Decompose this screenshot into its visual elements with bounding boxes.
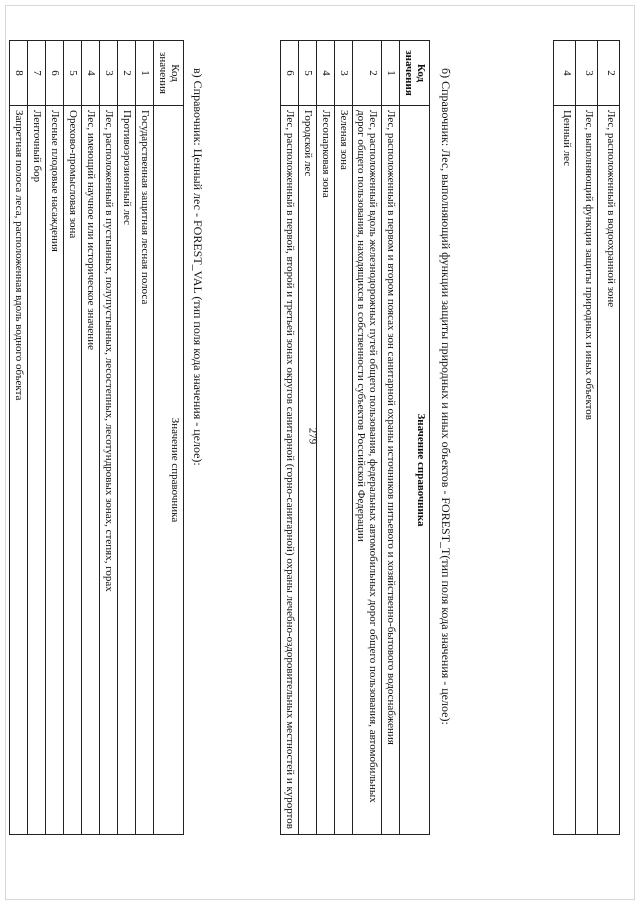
table-forest-t-body [280,41,400,835]
row-code: 8 [10,41,28,106]
table-row [598,41,620,835]
row-value: Запретная полоса леса, расположенная вдоль водного объекта [10,106,28,835]
table-row [136,41,154,835]
row-code: 2 [118,41,136,106]
table-forest-t [280,40,430,835]
row-code: 5 [298,41,316,106]
header-value: Значение справочника [400,106,430,835]
row-value: Лес, расположенный в первом и втором поясах зон санитарной охраны источников питьевого и хозяйственно-бытового водоснабжения [382,106,400,835]
row-value: Городской лес [298,106,316,835]
table-a [553,40,620,835]
caption-forest-t: б) Справочник: Лес, выполняющий функции защиты природных и иных объектов - FOREST_T(тип поля кода значения - целое): [439,68,453,725]
row-code: 2 [598,41,620,106]
row-value: Лесопарковая зона [316,106,334,835]
table-row [280,41,298,835]
table-forest-val [9,40,184,835]
table-header-row [400,41,430,835]
table-row [82,41,100,835]
row-value: Ленточный бор [28,106,46,835]
table-row [64,41,82,835]
row-value: Лес, выполняющий функции защиты природных и иных объектов [576,106,598,835]
row-code: 5 [64,41,82,106]
header-code: Код значения [154,41,184,106]
header-value: Значение справочника [154,106,184,835]
row-code: 1 [136,41,154,106]
row-value: Лес, имеющий научное или историческое значение [82,106,100,835]
table-forest-val-body [10,41,154,835]
table-row [352,41,382,835]
table-row [118,41,136,835]
row-value: Орехово-промысловая зона [64,106,82,835]
table-row [334,41,352,835]
row-code: 4 [82,41,100,106]
row-code: 6 [280,41,298,106]
row-code: 3 [576,41,598,106]
row-code: 1 [382,41,400,106]
row-code: 2 [352,41,382,106]
row-code: 3 [334,41,352,106]
row-value: Лесные плодовые насаждения [46,106,64,835]
row-code: 4 [554,41,576,106]
row-value: Государственная защитная лесная полоса [136,106,154,835]
table-row [382,41,400,835]
row-code: 4 [316,41,334,106]
table-row [100,41,118,835]
page-number: 279 [306,427,319,445]
row-code: 7 [28,41,46,106]
table-row [298,41,316,835]
row-value: Ценный лес [554,106,576,835]
row-code: 3 [100,41,118,106]
row-value: Противоэрозионный лес [118,106,136,835]
row-value: Лес, расположенный в водоохранной зоне [598,106,620,835]
row-value: Зеленая зона [334,106,352,835]
table-header-row [154,41,184,835]
table-row [554,41,576,835]
row-value: Лес, расположенный вдоль железнодорожных путей общего пользования, федеральных автомобильных дорог общего пользования, автомобильных дорог общего пользования, находящихся в собственности субъектов Российской Федерации [352,106,382,835]
table-row [46,41,64,835]
row-value: Лес, расположенный в пустынных, полупустынных, лесостепных, лесотундровых зонах, степях, горах [100,106,118,835]
table-a-body [554,41,620,835]
table-row [576,41,598,835]
row-value: Лес, расположенный в первой, второй и третьей зонах округов санитарной (горно-санитарной) охраны лечебно-оздоровительных местностей и курортов [280,106,298,835]
rotated-content [13,40,620,865]
table-row [10,41,28,835]
table-row [28,41,46,835]
caption-forest-val: в) Справочник: Ценный лес - FOREST_VAL (тип поля кода значения - целое): [191,68,205,466]
table-row [316,41,334,835]
header-code: Код значения [400,41,430,106]
row-code: 6 [46,41,64,106]
